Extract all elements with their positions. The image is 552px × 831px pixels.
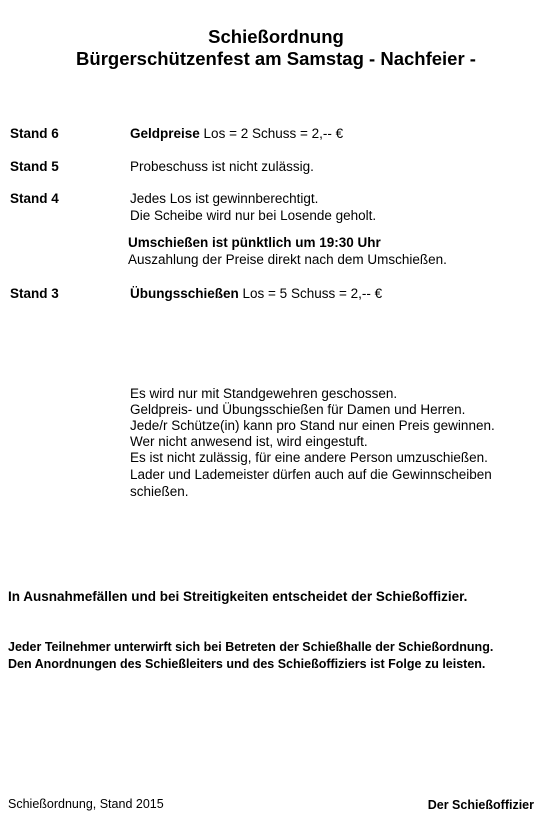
stand-3-description: [130, 285, 382, 302]
rule-line-4: Wer nicht anwesend ist, wird eingestuft.: [130, 434, 368, 449]
submission-note-2: Den Anordnungen des Schießleiters und des Schießoffiziers ist Folge zu leisten.: [8, 657, 486, 671]
footer-version: Schießordnung, Stand 2015: [8, 797, 164, 811]
stand-3-type: Übungsschießen: [130, 286, 239, 301]
stand-6-description: [130, 125, 343, 142]
rule-line-7: schießen.: [130, 484, 189, 499]
stand-4-notice-heading: Umschießen ist pünktlich um 19:30 Uhr: [128, 235, 381, 250]
rule-line-3: Jede/r Schütze(in) kann pro Stand nur einen Preis gewinnen.: [130, 418, 495, 433]
rule-line-1: Es wird nur mit Standgewehren geschossen.: [130, 386, 398, 401]
exception-note: In Ausnahmefällen und bei Streitigkeiten entscheidet der Schießoffizier.: [8, 589, 468, 604]
submission-note-1: Jeder Teilnehmer unterwirft sich bei Betreten der Schießhalle der Schießordnung.: [8, 640, 494, 654]
stand-4-line-2: Die Scheibe wird nur bei Losende geholt.: [130, 208, 377, 223]
stand-3-price: Los = 5 Schuss = 2,-- €: [242, 286, 383, 301]
stand-5-text: Probeschuss ist nicht zulässig.: [130, 159, 314, 174]
stand-4-notice-text: Auszahlung der Preise direkt nach dem Umschießen.: [128, 252, 447, 267]
document-subtitle: Bürgerschützenfest am Samstag - Nachfeier -: [76, 48, 476, 69]
stand-3-label: Stand 3: [10, 286, 59, 301]
rule-line-6: Lader und Lademeister dürfen auch auf die Gewinnscheiben: [130, 467, 492, 482]
footer-signature: Der Schießoffizier: [427, 798, 534, 812]
document-title: Schießordnung: [208, 26, 344, 47]
stand-4-label: Stand 4: [10, 191, 59, 206]
stand-4-line-1: Jedes Los ist gewinnberechtigt.: [130, 191, 319, 206]
stand-5-label: Stand 5: [10, 159, 59, 174]
stand-6-type: Geldpreise: [130, 126, 200, 141]
stand-6-label: Stand 6: [10, 126, 59, 141]
rule-line-2: Geldpreis- und Übungsschießen für Damen und Herren.: [130, 402, 466, 417]
stand-6-price: Los = 2 Schuss = 2,-- €: [203, 126, 344, 141]
rule-line-5: Es ist nicht zulässig, für eine andere Person umzuschießen.: [130, 450, 488, 465]
